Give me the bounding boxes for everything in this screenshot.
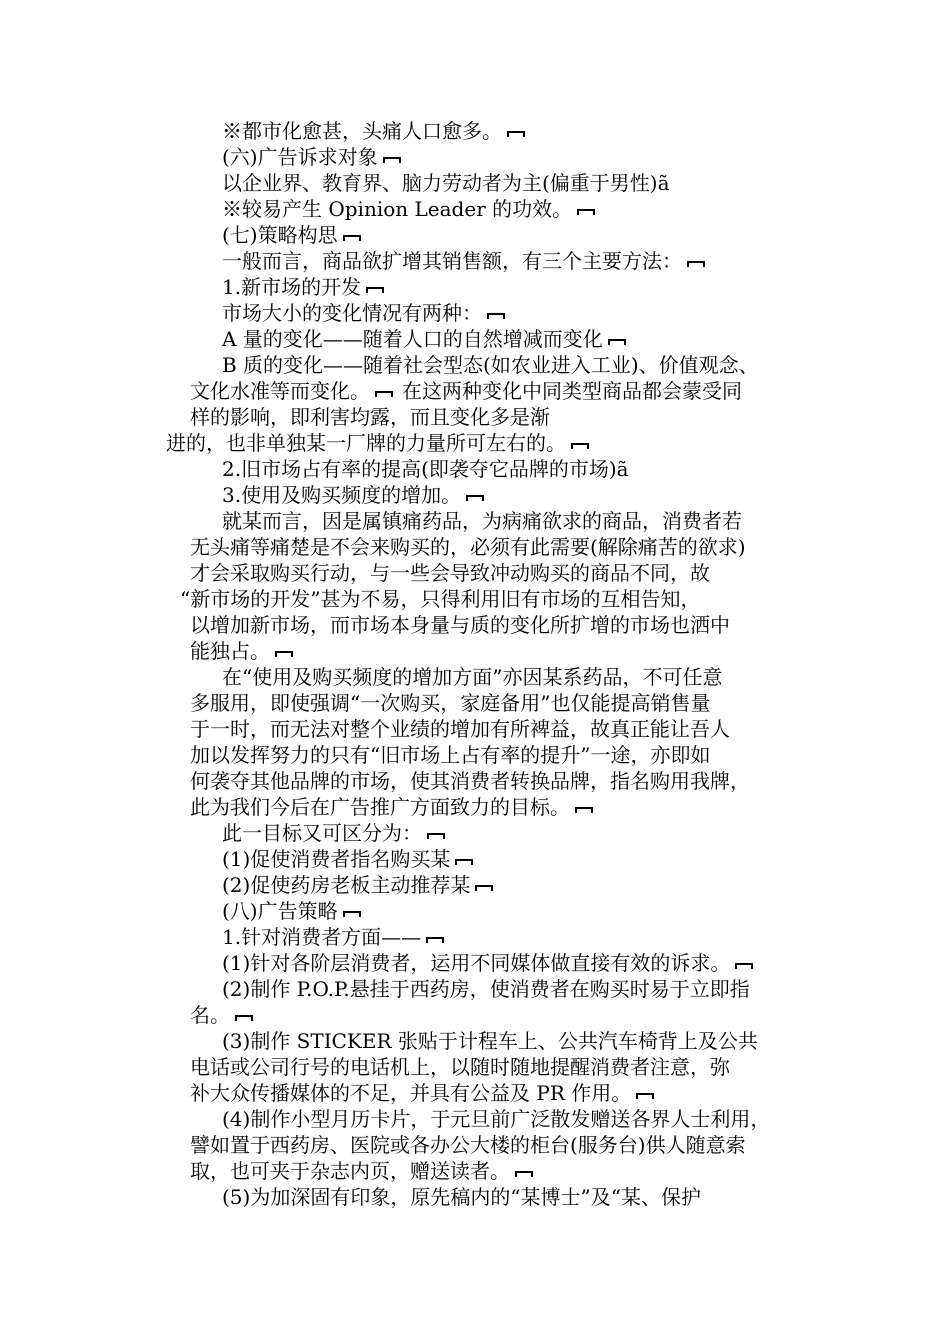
- paragraph-mark-icon: [486, 311, 506, 322]
- paragraph-mark-icon: [574, 805, 594, 816]
- line-text: 补大众传播媒体的不足，并具有公益及 PR 作用。: [190, 1081, 632, 1105]
- paragraph-mark-icon: [607, 337, 627, 348]
- line-text: 3.使用及购买频度的增加。: [222, 483, 462, 507]
- text-line: [190, 560, 710, 586]
- text-line: [222, 1106, 770, 1132]
- paragraph-mark-icon: [514, 1169, 534, 1180]
- paragraph-mark-icon: [425, 935, 445, 946]
- line-text: 无头痛等痛楚是不会来购买的，必须有此需要(解除痛苦的欲求): [190, 535, 746, 559]
- text-line: [190, 1132, 746, 1158]
- paragraph-mark-icon: [234, 1013, 254, 1024]
- line-text: (4)制作小型月历卡片，于元旦前广泛散发赠送各界人士利用，: [222, 1107, 771, 1131]
- text-line: [190, 716, 730, 742]
- text-line: [222, 352, 759, 378]
- text-line: [190, 638, 294, 664]
- text-line: [190, 768, 750, 794]
- text-line: [190, 534, 746, 560]
- text-line: [222, 118, 526, 144]
- paragraph-mark-icon: [426, 831, 446, 842]
- text-line: [190, 794, 594, 820]
- line-text: 市场大小的变化情况有两种：: [222, 301, 482, 325]
- text-line: [222, 508, 742, 534]
- paragraph-mark-icon: [734, 961, 754, 972]
- text-line: [190, 690, 710, 716]
- paragraph-mark-icon: [506, 129, 526, 140]
- text-line: [190, 1054, 730, 1080]
- paragraph-mark-icon: [686, 259, 706, 270]
- text-line: [190, 404, 550, 430]
- text-line: [222, 274, 385, 300]
- text-line: [222, 950, 754, 976]
- line-text: 于一时，而无法对整个业绩的增加有所裨益，故真正能让吾人: [190, 717, 730, 741]
- paragraph-mark-icon: [570, 441, 590, 452]
- line-text: 进的，也非单独某一厂牌的力量所可左右的。: [166, 431, 566, 455]
- line-text: (1)针对各阶层消费者，运用不同媒体做直接有效的诉求。: [222, 951, 731, 975]
- line-text: 电话或公司行号的电话机上，以随时随地提醒消费者注意，弥: [190, 1055, 730, 1079]
- line-text: 2.旧市场占有率的提高(即袭夺它品牌的市场)ã: [222, 457, 629, 481]
- line-text: A 量的变化——随着人口的自然增减而变化: [222, 327, 603, 351]
- section-heading: (六)广告诉求对象: [222, 145, 378, 169]
- line-text: 此为我们今后在广告推广方面致力的目标。: [190, 795, 570, 819]
- text-line: [222, 482, 485, 508]
- text-line: [222, 144, 402, 170]
- line-text: (2)制作 P.O.P.悬挂于西药房，使消费者在购买时易于立即指: [222, 977, 750, 1001]
- line-text: 就某而言，因是属镇痛药品，为病痛欲求的商品，消费者若: [222, 509, 742, 533]
- section-heading: (八)广告策略: [222, 899, 338, 923]
- line-text: 样的影响，即利害均露，而且变化多是渐: [190, 405, 550, 429]
- text-line: [222, 1184, 701, 1210]
- line-text: (3)制作 STICKER 张贴于计程车上、公共汽车椅背上及公共: [222, 1029, 758, 1053]
- text-line: [222, 846, 474, 872]
- section-heading: (七)策略构思: [222, 223, 338, 247]
- text-line: [222, 456, 629, 482]
- line-text: B 质的变化——随着社会型态(如农业进入工业)、价值观念、: [222, 353, 759, 377]
- text-line: [180, 586, 700, 612]
- paragraph-mark-icon: [576, 207, 596, 218]
- text-line: [222, 664, 722, 690]
- line-text: 能独占。: [190, 639, 270, 663]
- line-text: 才会采取购买行动，与一些会导致冲动购买的商品不同，故: [190, 561, 710, 585]
- line-text: 取，也可夹于杂志内页，赠送读者。: [190, 1159, 510, 1183]
- text-line: [222, 976, 750, 1002]
- line-text: 在“使用及购买频度的增加方面”亦因某系药品，不可任意: [222, 665, 723, 689]
- line-text: 多服用，即使强调“一次购买，家庭备用”也仅能提高销售量: [190, 691, 711, 715]
- paragraph-mark-icon: [342, 909, 362, 920]
- paragraph-mark-icon: [365, 285, 385, 296]
- text-line: [222, 872, 494, 898]
- text-line: [222, 196, 596, 222]
- line-text: 何袭夺其他品牌的市场，使其消费者转换品牌，指名购用我牌，: [190, 769, 750, 793]
- line-text: 此一目标又可区分为：: [222, 821, 422, 845]
- paragraph-mark-icon: [635, 1091, 655, 1102]
- text-line: [222, 300, 506, 326]
- paragraph-mark-icon: [382, 155, 402, 166]
- text-line: [190, 612, 730, 638]
- line-text: (1)促使消费者指名购买某: [222, 847, 451, 871]
- text-line: [222, 924, 445, 950]
- line-text: “新市场的开发”甚为不易，只得利用旧有市场的互相告知，: [180, 587, 701, 611]
- text-line: [190, 1080, 655, 1106]
- line-text: 以增加新市场，而市场本身量与质的变化所扩增的市场也洒中: [190, 613, 730, 637]
- text-line: [222, 222, 362, 248]
- paragraph-mark-icon: [454, 857, 474, 868]
- text-line: [166, 430, 590, 456]
- line-text: 名。: [190, 1003, 230, 1027]
- paragraph-mark-icon: [274, 649, 294, 660]
- line-text: 譬如置于西药房、医院或各办公大楼的柜台(服务台)供人随意索: [190, 1133, 746, 1157]
- line-text: 在这两种变化中同类型商品都会蒙受同: [402, 379, 742, 403]
- text-line: [190, 378, 742, 404]
- paragraph-mark-icon: [374, 389, 394, 400]
- text-line: [222, 248, 706, 274]
- text-line: [222, 1028, 758, 1054]
- line-text: 以企业界、教育界、脑力劳动者为主(偏重于男性)ã: [222, 171, 670, 195]
- text-line: [222, 820, 446, 846]
- text-line: [222, 170, 670, 196]
- line-text: 加以发挥努力的只有“旧市场上占有率的提升”一途，亦即如: [190, 743, 711, 767]
- line-text: (5)为加深固有印象，原先稿内的“某博士”及“某、保护: [222, 1185, 702, 1209]
- line-text: (2)促使药房老板主动推荐某: [222, 873, 471, 897]
- line-text: 文化水准等而变化。: [190, 379, 370, 403]
- paragraph-mark-icon: [465, 493, 485, 504]
- line-text: ※都市化愈甚，头痛人口愈多。: [222, 119, 502, 143]
- text-line: [222, 326, 627, 352]
- paragraph-mark-icon: [342, 233, 362, 244]
- line-text: ※较易产生 Opinion Leader 的功效。: [222, 197, 573, 221]
- text-line: [190, 742, 710, 768]
- line-text: 一般而言，商品欲扩增其销售额，有三个主要方法：: [222, 249, 682, 273]
- line-text: 1.针对消费者方面——: [222, 925, 422, 949]
- paragraph-mark-icon: [474, 883, 494, 894]
- text-line: [190, 1002, 254, 1028]
- line-text: 1.新市场的开发: [222, 275, 362, 299]
- text-line: [222, 898, 362, 924]
- text-line: [190, 1158, 534, 1184]
